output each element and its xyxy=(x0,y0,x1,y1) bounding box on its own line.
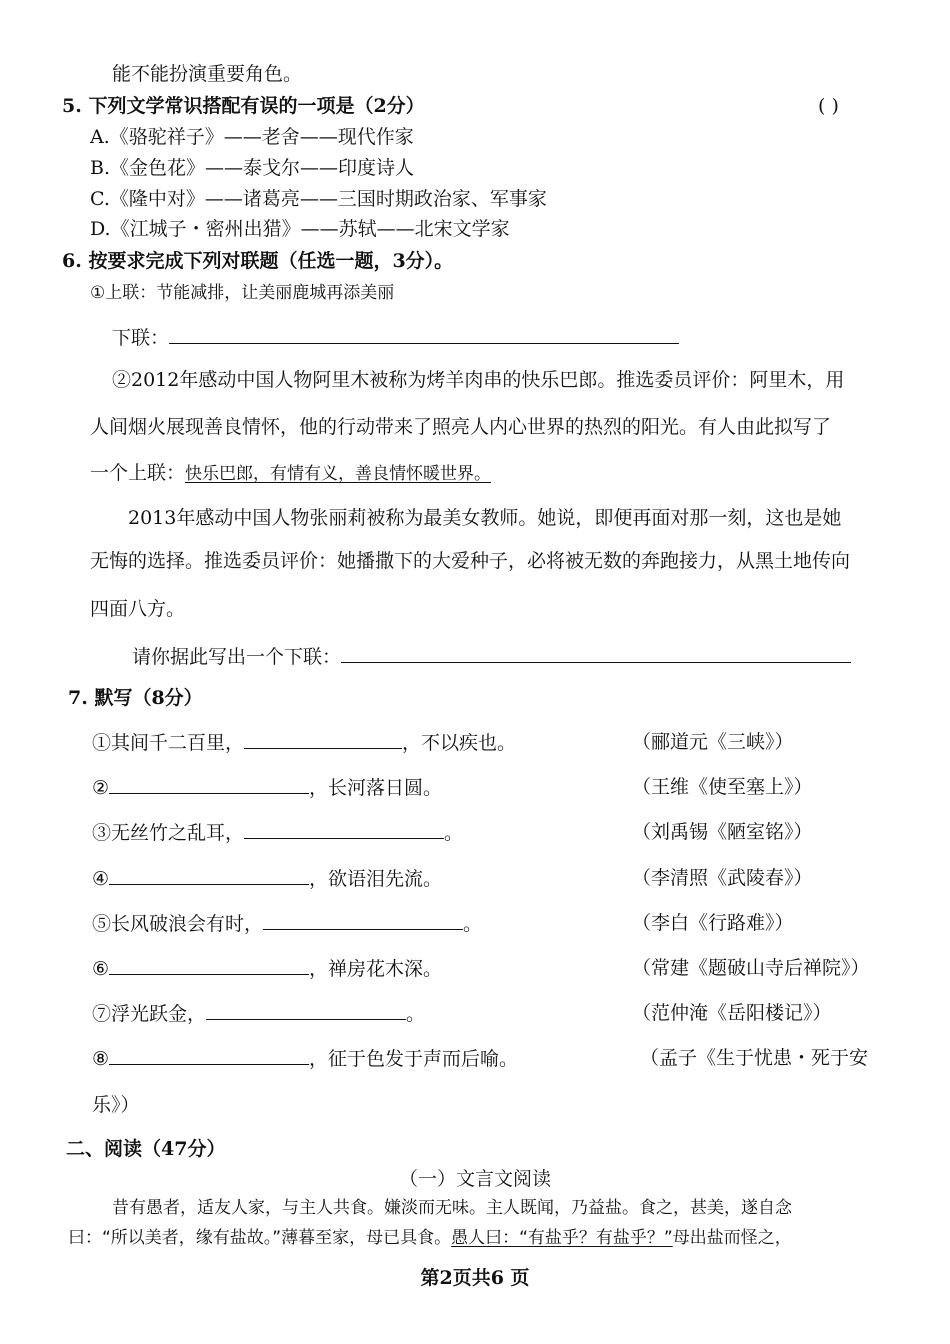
q7-item-2-blank[interactable] xyxy=(109,775,309,794)
q7-item-8-after: ，征于色发于声而后喻。 xyxy=(309,1048,519,1070)
q7-item-1-after: ，不以疾也。 xyxy=(402,732,517,754)
q7-item-3 xyxy=(92,820,463,845)
q7-item-4-after: ，欲语泪先流。 xyxy=(309,868,443,890)
q7-item-2-source: （王维《使至塞上》） xyxy=(632,776,813,798)
q7-item-8-before: ⑧ xyxy=(92,1048,110,1070)
q7-item-8-source-tail: 乐》） xyxy=(92,1094,140,1116)
q7-item-7-after: 。 xyxy=(406,1003,426,1025)
q7-item-6-blank[interactable] xyxy=(109,956,309,975)
classical-text-line2-underlined: 愚人曰：“有盐乎？有盐乎？” xyxy=(451,1228,673,1248)
q6-item2-p2-line1: 2013年感动中国人物张丽莉被称为最美女教师。她说，即便再面对那一刻，这也是她 xyxy=(128,507,842,529)
q6-item1-answer-blank[interactable] xyxy=(169,325,679,344)
q7-item-5-source: （李白《行路难》） xyxy=(632,912,794,934)
q5-answer-bracket[interactable]: ( ) xyxy=(818,95,839,117)
q7-item-1-before: ①其间千二百里， xyxy=(92,732,245,754)
classical-text-line2 xyxy=(68,1226,792,1250)
q7-item-5-before: ⑤长风破浪会有时， xyxy=(92,913,264,935)
q6-item2-prompt-line xyxy=(132,644,851,669)
q5-option-c: C.《隆中对》——诸葛亮——三国时期政治家、军事家 xyxy=(90,188,547,210)
q6-item2-upper-couplet: 快乐巴郎，有情有义，善良情怀暖世界。 xyxy=(185,464,492,484)
q7-item-4 xyxy=(92,866,442,891)
q7-item-4-blank[interactable] xyxy=(109,866,309,885)
q6-item2-p1-line3 xyxy=(90,461,491,486)
q6-item1-answer-label: 下联： xyxy=(112,327,170,349)
q7-item-6-before: ⑥ xyxy=(92,958,110,980)
q7-item-2-before: ② xyxy=(92,777,110,799)
q7-item-7-source: （范仲淹《岳阳楼记》） xyxy=(632,1002,832,1024)
q7-item-6-source: （常建《题破山寺后禅院》） xyxy=(632,957,870,979)
q6-item2-prefix: 一个上联： xyxy=(90,462,186,484)
q5-stem: 5. 下列文学常识搭配有误的一项是（2分） xyxy=(62,95,425,117)
q7-item-7 xyxy=(92,1001,425,1026)
q6-item2-p1-line2: 人间烟火展现善良情怀，他的行动带来了照亮人内心世界的热烈的阳光。有人由此拟写了 xyxy=(90,416,832,438)
q5-option-a: A.《骆驼祥子》——老舍——现代作家 xyxy=(90,126,414,148)
q7-stem: 7. 默写（8分） xyxy=(68,687,203,709)
q7-item-1-blank[interactable] xyxy=(244,730,402,749)
q6-item1: ①上联：节能减排，让美丽鹿城再添美丽 xyxy=(90,283,395,303)
q7-item-2-after: ，长河落日圆。 xyxy=(309,777,443,799)
q6-item1-answer xyxy=(112,325,679,350)
q7-item-3-after: 。 xyxy=(444,822,464,844)
q7-item-4-before: ④ xyxy=(92,868,110,890)
q6-item2-p2-line3: 四面八方。 xyxy=(90,598,186,620)
q5-option-b: B.《金色花》——泰戈尔——印度诗人 xyxy=(90,157,415,179)
q6-item2-answer-blank[interactable] xyxy=(341,644,851,663)
q6-item2-p2-line2: 无悔的选择。推选委员评价：她播撒下的大爱种子，必将被无数的奔跑接力，从黑土地传向 xyxy=(90,550,851,572)
q7-item-2 xyxy=(92,775,442,800)
q6-item2-prompt: 请你据此写出一个下联： xyxy=(132,646,342,668)
q6-item2-p1-line1: ②2012年感动中国人物阿里木被称为烤羊肉串的快乐巴郎。推选委员评价：阿里木，用 xyxy=(112,369,845,391)
page-footer: 第2页共6 页 xyxy=(420,1267,530,1289)
q7-item-8 xyxy=(92,1046,518,1071)
q7-item-6-after: ，禅房花木深。 xyxy=(309,958,443,980)
section2-title: 二、阅读（47分） xyxy=(66,1138,226,1160)
q7-item-8-blank[interactable] xyxy=(109,1046,309,1065)
q7-item-5-blank[interactable] xyxy=(263,911,463,930)
classical-text-line2-a: 曰：“所以美者，缘有盐故。”薄暮至家，母已具食。 xyxy=(68,1228,452,1248)
q7-item-8-source: （孟子《生于忧患・死于安 xyxy=(640,1047,869,1069)
q7-item-7-before: ⑦浮光跃金， xyxy=(92,1003,207,1025)
q7-item-6 xyxy=(92,956,442,981)
q7-item-3-before: ③无丝竹之乱耳， xyxy=(92,822,245,844)
q7-item-5-after: 。 xyxy=(463,913,483,935)
q5-option-d: D.《江城子・密州出猎》——苏轼——北宋文学家 xyxy=(90,218,510,240)
q7-item-1-source: （郦道元《三峡》） xyxy=(632,731,794,753)
q6-stem: 6. 按要求完成下列对联题（任选一题，3分）。 xyxy=(62,250,454,272)
q7-item-3-blank[interactable] xyxy=(244,820,444,839)
q7-item-3-source: （刘禹锡《陋室铭》） xyxy=(632,821,813,843)
intro-tail: 能不能扮演重要角色。 xyxy=(112,63,303,85)
classical-text-line1: 昔有愚者，适友人家，与主人共食。嫌淡而无味。主人既闻，乃益盐。食之，甚美，遂自念 xyxy=(112,1198,792,1218)
classical-text-line2-c: 母出盐而怪之， xyxy=(672,1228,792,1248)
q7-item-4-source: （李清照《武陵春》） xyxy=(632,867,813,889)
q7-item-5 xyxy=(92,911,482,936)
q7-item-7-blank[interactable] xyxy=(206,1001,406,1020)
section2-subtitle: （一）文言文阅读 xyxy=(398,1168,551,1190)
q7-item-1 xyxy=(92,730,516,755)
